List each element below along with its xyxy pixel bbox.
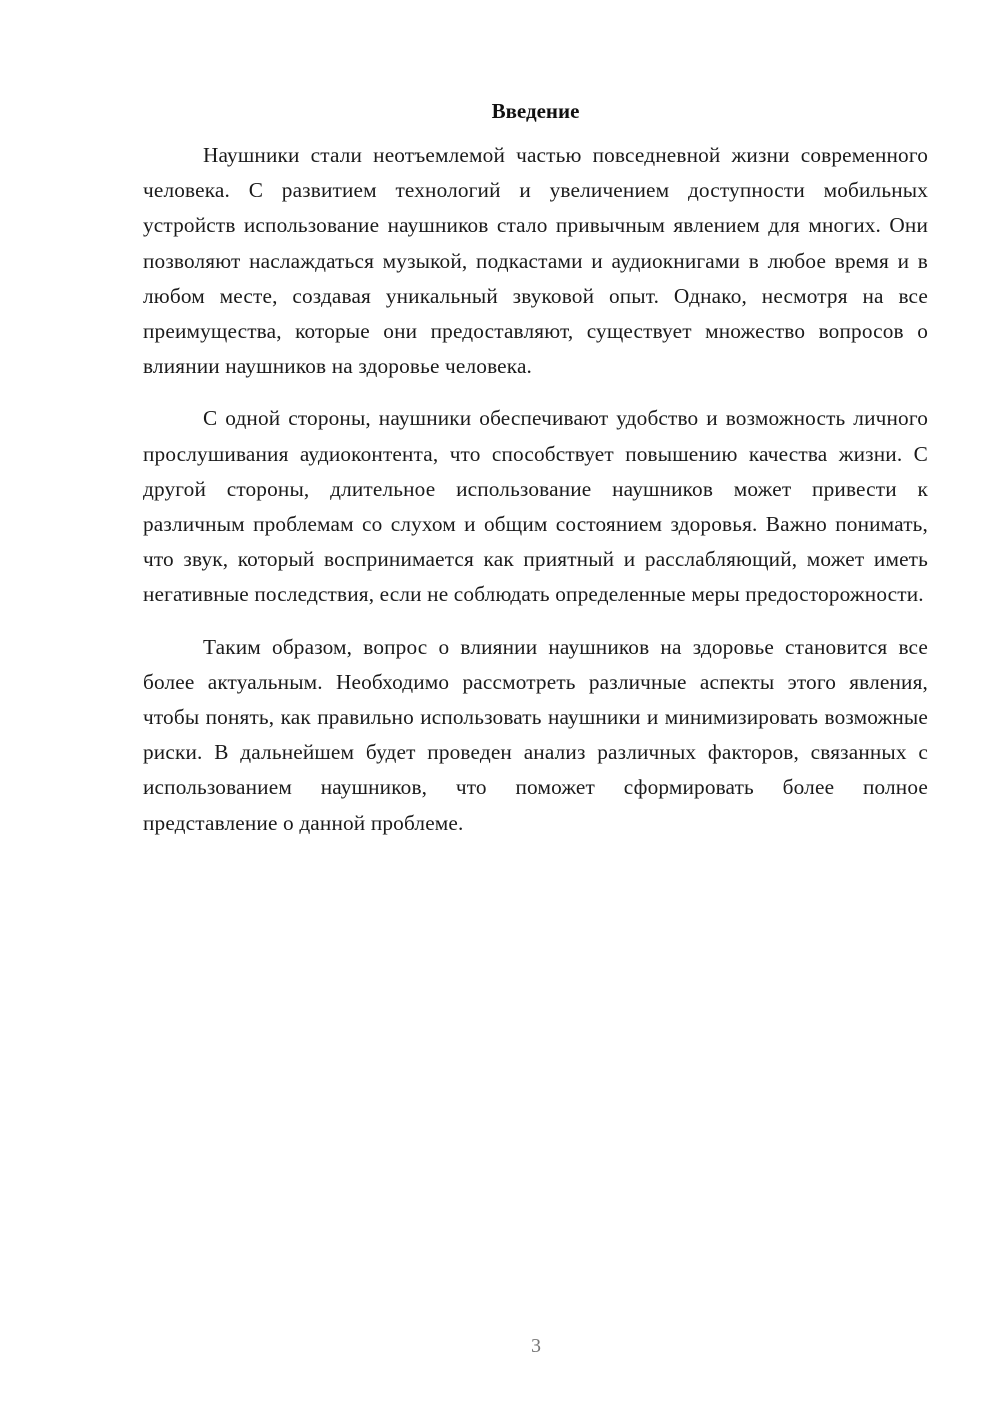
page-content — [143, 98, 928, 858]
page-number: 3 — [531, 1335, 541, 1357]
section-heading: Введение — [491, 99, 580, 123]
paragraph-3: Таким образом, вопрос о влиянии наушников на здоровье становится все более актуальным. Необходимо рассмотреть различные аспекты этого явления, чтобы понять, как правильно использовать наушники и минимизировать возможные риски. В дальнейшем будет проведен анализ различных факторов, связанных с использованием наушников, что поможет сформировать более полное представление о данной проблеме. — [143, 634, 928, 835]
paragraph-1: Наушники стали неотъемлемой частью повседневной жизни современного человека. С развитием технологий и увеличением доступности мобильных устройств использование наушников стало привычным явлением для многих. Они позволяют наслаждаться музыкой, подкастами и аудиокнигами в любое время и в любом месте, создавая уникальный звуковой опыт. Однако, несмотря на все преимущества, которые они предоставляют, существует множество вопросов о влиянии наушников на здоровье человека. — [143, 143, 928, 379]
paragraph-2: С одной стороны, наушники обеспечивают удобство и возможность личного прослушивания аудиоконтента, что способствует повышению качества жизни. С другой стороны, длительное использование наушников может привести к различным проблемам со слухом и общим состоянием здоровья. Важно понимать, что звук, который воспринимается как приятный и расслабляющий, может иметь негативные последствия, если не соблюдать определенные меры предосторожности. — [143, 406, 928, 607]
